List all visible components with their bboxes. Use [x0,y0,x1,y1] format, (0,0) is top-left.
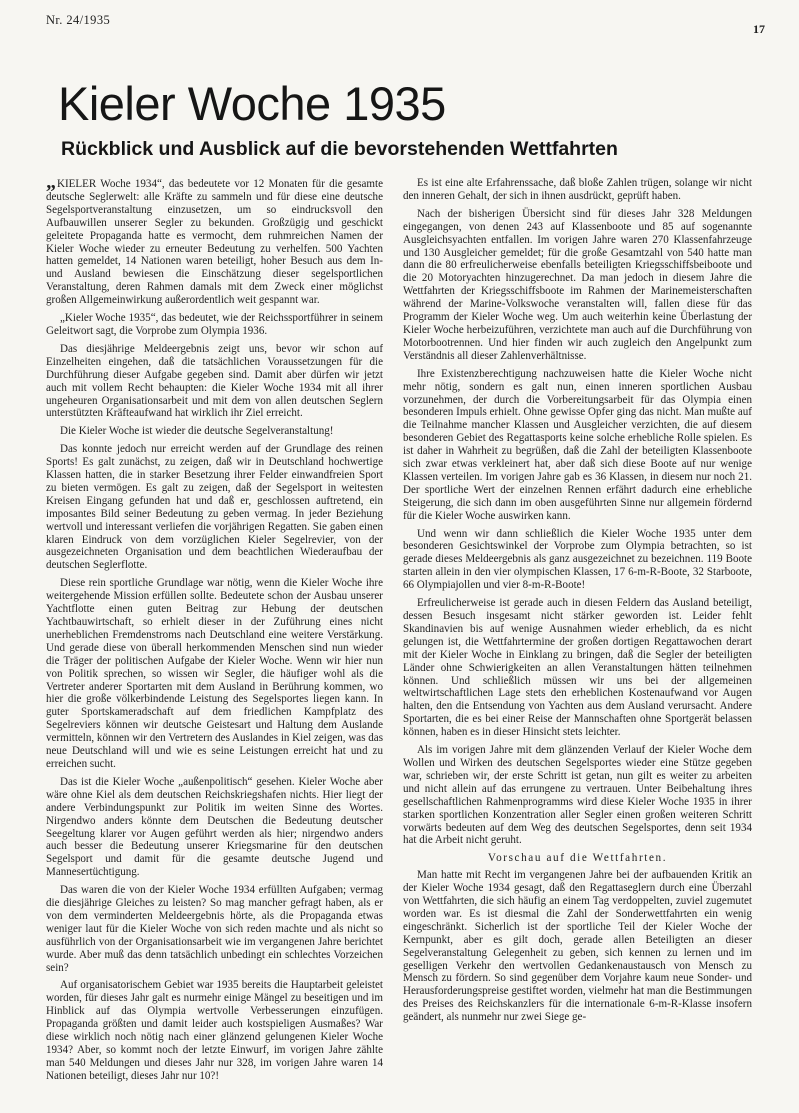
left-column [46,177,383,1097]
right-column [403,177,752,1097]
paragraph: Nach der bisherigen Übersicht sind für dieses Jahr 328 Meldungen eingegangen, von denen 243 auf Klassenboote und 85 auf sogenannte Ausgleichsyachten entfallen. Im vorigen Jahre waren 270 Klassenfahrzeuge und 130 Ausgleicher gemeldet; für die große Gesamtzahl von 540 hatte man dann die 80 erfreulicherweise ebenfalls beteiligten Kriegsschiffsbeiboote und die 20 Motoryachten hinzugerechnet. Da man jedoch in diesem Jahre die Wettfahrten der Kriegsschiffsboote im Rahmen der Marinemeisterschaften während der Marine-Volkswoche veranstalten will, fallen diese für das Programm der Kieler Woche weg. Um auch weiterhin keine Überlastung der Kieler Woche herbeizuführen, verzichtete man auch auf die Durchführung von Motorbootrennen. Und hier finden wir auch zugleich den Angelpunkt zum Verständnis all dieser Zahlenverhältnisse. [403,207,752,362]
issue-number: Nr. 24/1935 [46,13,111,27]
paragraph: Diese rein sportliche Grundlage war nötig, wenn die Kieler Woche ihre weitergehende Mission erfüllen sollte. Bedeutete schon der Ausbau unserer Yachtflotte einen guten Beitrag zur Hebung der deutschen Yachtbauwirtschaft, so erhielt dieser in der Zuführung eines nicht unerheblichen Fremdenstroms nach Deutschland eine weitere Verstärkung. Und gerade diese von überall herkommenden Menschen sind nun wieder die Träger der politischen Aufgabe der Kieler Woche. Wenn wir hier nun von Politik sprechen, so wissen wir Segler, die häufiger wohl als die Vertreter anderer Sportarten mit dem Ausland in Berührung kommen, wo hier die große völkerbindende Leistung des Segelsportes liegen kann. In guter Sportskameradschaft auf dem friedlichen Kampfplatz des Segelreviers können wir deutsche Geistesart und Haltung dem Auslande vermitteln, können wir den Vertretern des Auslandes in Kiel zeigen, was das neue Deutschland will und wie es seine Leistungen erreicht hat und zu erreichen sucht. [46,577,383,770]
paragraph: Erfreulicherweise ist gerade auch in diesen Feldern das Ausland beteiligt, dessen Besuch insgesamt nicht stärker geworden ist. Leider fehlt Skandinavien bis auf wenige Ausnahmen wieder erheblich, da es nicht gelungen ist, die Wettfahrtermine der großen dortigen Regattawochen derart mit der Kieler Woche in Einklang zu bringen, daß die Segler der beteiligten Länder ohne Schwierigkeiten an allen Veranstaltungen hätten teilnehmen können. Und schließlich müssen wir uns bei der allgemeinen weltwirtschaftlichen Lage stets den erheblichen Kostenaufwand vor Augen halten, den die Entsendung von Yachten aus dem Ausland verursacht. Andere Sportarten, die es bei einer Reise der Mannschaften ohne Sportgerät belassen können, haben es in dieser Hinsicht stets leichter. [403,597,752,739]
paragraph: Das ist die Kieler Woche „außenpolitisch“ gesehen. Kieler Woche aber wäre ohne Kiel als dem deutschen Reichskriegshafen nichts. Hier liegt der andere Verbindungspunkt zur Politik im weiten Sinne des Wortes. Nirgendwo anders könnte dem Deutschen die Bedeutung deutscher Seegeltung klarer vor Augen geführt werden als hier; nirgendwo anders auch besser die Bedeutung unserer Kriegsmarine für den deutschen Segelsport und damit für die gesamte deutsche Jugend und Mannesertüchtigung. [46,775,383,879]
paragraph: Man hatte mit Recht im vergangenen Jahre bei der aufbauenden Kritik an der Kieler Woche 1934 gesagt, daß den Regattaseglern durch eine Überzahl von Wettfahrten, die sich häufig an einem Tag verdoppelten, zuviel zugemutet worden war. Es ist diesmal die Zahl der Sonderwettfahrten ein wenig eingeschränkt. Sicherlich ist der sportliche Teil der Kieler Woche der Kernpunkt, aber es gilt doch, gerade allen Beteiligten an dieser Segelveranstaltung Gelegenheit zu geben, sich kennen zu lernen und im geselligen Verkehr den wertvollen Gedankenaustausch von Mensch zu Mensch zu fördern. So sind gegenüber dem Vorjahre kaum neue Sonder- und Herausforderungspreise gestiftet worden, vielmehr hat man die Bestimmungen des Preises des Reichskanzlers für die internationale 6-m-R-Klasse insofern geändert, als nunmehr nur zwei Siege ge- [403,869,752,1024]
paragraph: Es ist eine alte Erfahrenssache, daß bloße Zahlen trügen, solange wir nicht den inneren Gehalt, der sich in ihnen ausdrückt, geprüft haben. [403,177,752,202]
paragraph: Und wenn wir dann schließlich die Kieler Woche 1935 unter dem besonderen Gesichtswinkel der Vorprobe zum Olympia betrachten, so ist gerade dieses Meldeergebnis als ganz ausgezeichnet zu bezeichnen. 119 Boote starten allein in den vier olympischen Klassen, 17 6-m-R-Boote, 32 Starboote, 66 Olympiajollen und vier 8-m-R-Boote! [403,527,752,592]
opening-quote-mark: „ [46,177,56,193]
paragraph: Das konnte jedoch nur erreicht werden auf der Grundlage des reinen Sports! Es galt zunächst, zu zeigen, daß wir in Deutschland hochwertige Klassen hatten, die in starker Besetzung ihrer Felder einwandfreien Sport zu bieten vermögen. Es galt zu zeigen, daß der Segelsport in weitesten Kreisen Eingang gefunden hat und daß er, geschlossen auftretend, ein imposantes Bild seiner Bedeutung zu geben vermag. In jeder Beziehung wertvoll und interessant verliefen die vorjährigen Regatten. Sie gaben einen klaren Eindruck von dem vorzüglichen Kieler Segelrevier, von der ausgezeichneten Organisation und dem beachtlichen Wiederaufbau der deutschen Seglerflotte. [46,443,383,572]
paragraph [46,177,383,307]
section-heading: Vorschau auf die Wettfahrten. [487,852,668,865]
paragraph: Auf organisatorischem Gebiet war 1935 bereits die Hauptarbeit geleistet worden, für dieses Jahr galt es nurmehr einige Mängel zu beseitigen und im Hinblick auf das Olympia wertvolle Verbesserungen einzufügen. Propaganda größten und damit leider auch kostspieligen Ausmaßes? War diese wirklich noch nötig nach einer glänzend gelungenen Kieler Woche 1934? Aber, so kommt noch der letzte Einwurf, im vorigen Jahre zählte man 540 Meldungen und dieses Jahr nur 328, im vorigen Jahre waren 14 Nationen beteiligt, dieses Jahr nur 10?! [46,979,383,1082]
paragraph: „Kieler Woche 1935“, das bedeutet, wie der Reichssportführer in seinem Geleitwort sagt, die Vorprobe zum Olympia 1936. [46,312,383,337]
paragraph: Ihre Existenzberechtigung nachzuweisen hatte die Kieler Woche nicht mehr nötig, sondern es galt nun, einen inneren sportlichen Ausbau vorzunehmen, der durch die Vorbereitungsarbeit für das Olympia einen besonderen Impuls erhielt. Ohne gewisse Opfer ging das nicht. Man mußte auf die Teilnahme mancher Klassen und Ausgleicher verzichten, die auf diesem besonderen Gebiet des Regattasports keine solche erhebliche Rolle spielen. Es ist daher in Wahrheit zu begrüßen, daß die Zahl der beteiligten Klassenboote sich zwar etwas verkleinert hat, aber daß sich diese Boote auf nur wenige Klassen verteilen. Im vorigen Jahre gab es 36 Klassen, in diesem nur noch 21. Der sportliche Wert der einzelnen Rennen erfährt dadurch eine erhebliche Steigerung, die sich dann im oben ausgeführten Sinne nur allgemein fördernd für die Kieler Woche auswirken kann. [403,367,752,522]
paragraph: Das waren die von der Kieler Woche 1934 erfüllten Aufgaben; vermag die diesjährige Gleiches zu leisten? So mag mancher gefragt haben, als er von dem verminderten Meldeergebnis hörte, als die Propaganda etwas weniger laut für die Kieler Woche von sich reden machte und als nicht so ausführlich von der Organisationsarbeit wie im vergangenen Jahre berichtet wurde. Aber muß das denn tatsächlich unbedingt ein schlechtes Vorzeichen sein? [46,884,383,974]
paragraph-text: KIELER Woche 1934“, das bedeutete vor 12 Monaten für die gesamte deutsche Seglerwelt: alle Kräfte zu sammeln und für diese eine deutsche Segelsportveranstaltung einzusetzen, um so eindrucksvoll den Aufbauwillen unserer Segler zu bekunden. Großzügig und geschickt geleitete Propaganda hatte es vermocht, dem ruhmreichen Namen der Kieler Woche wieder zu erneuter Bedeutung zu verhelfen. 500 Yachten hatten gemeldet, 14 Nationen waren beteiligt, hoher Besuch aus dem In- und Ausland bewiesen die Einschätzung dieser segelsportlichen Veranstaltung, deren Rahmen damals mit dem Zweck einer möglichst großen Allgemeinwirkung außerordentlich weit gespannt war. [46,178,383,307]
paragraph: Die Kieler Woche ist wieder die deutsche Segelveranstaltung! [60,425,334,438]
paragraph: Als im vorigen Jahre mit dem glänzenden Verlauf der Kieler Woche dem Wollen und Wirken des deutschen Segelsportes wieder eine Stütze gegeben war, schrieben wir, der erste Schritt ist getan, nun gilt es weiter zu arbeiten und nicht allein auf das errungene zu vertrauen. Unter Beibehaltung ihres gesellschaftlichen Rahmenprogramms wird diese Kieler Woche 1935 in ihrer starken sportlichen Konzentration aller Segler einen großen weiteren Schritt vorwärts bedeuten auf dem Weg des deutschen Segelsportes, denn seit 1934 hat die Arbeit nicht geruht. [403,744,752,847]
paragraph: Das diesjährige Meldeergebnis zeigt uns, bevor wir schon auf Einzelheiten eingehen, daß die tatsächlichen Voraussetzungen für die Durchführung dieser Aufgabe gegeben sind. Damit aber dürfen wir jetzt auch mit vollem Recht behaupten: die Kieler Woche 1934 mit all ihrer ungeheuren Organisationsarbeit und mit dem von allen deutschen Seglern unterstützten Kräfteaufwand hat wirklich ihr Ziel erreicht. [46,342,383,420]
article-subtitle: Rückblick und Ausblick auf die bevorstehenden Wettfahrten [61,138,618,160]
page-number: 17 [753,22,765,36]
article-title: Kieler Woche 1935 [58,77,446,130]
